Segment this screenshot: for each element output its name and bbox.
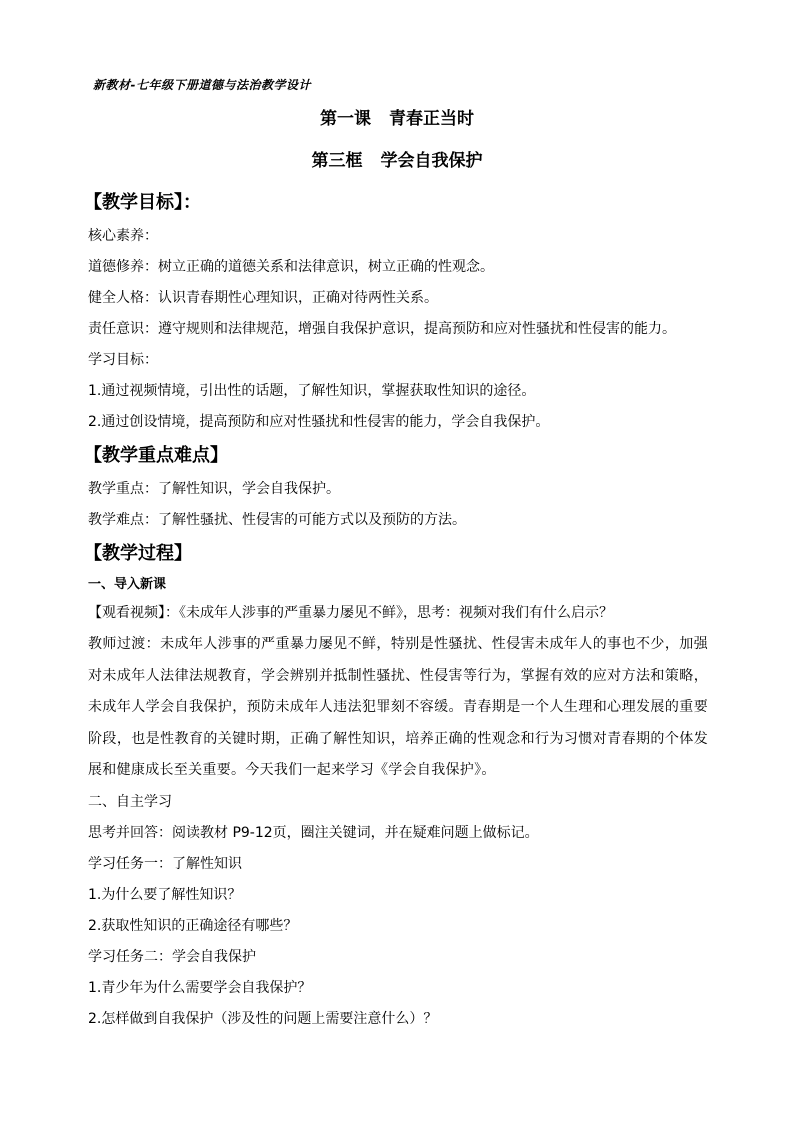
video-line: 【观看视频】：《未成年人涉事的严重暴力屡见不鲜》，思考：视频对我们有什么启示？ <box>88 605 613 621</box>
document-body <box>84 185 708 1035</box>
objective-line: 1.通过视频情境，引出性的话题，了解性知识，掌握获取性知识的途径。 <box>88 383 536 399</box>
process-heading: 【教学过程】 <box>84 543 192 564</box>
study-line: 学习任务一：了解性知识 <box>88 855 242 872</box>
study-line: 1.青少年为什么需要学会自我保护？ <box>88 979 312 996</box>
objective-line: 责任意识：遵守规则和法律规范，增强自我保护意识，提高预防和应对性骚扰和性侵害的能力。 <box>88 321 676 337</box>
frame-title <box>0 146 794 171</box>
study-line: 1.为什么要了解性知识？ <box>88 886 242 903</box>
study-line: 2.获取性知识的正确途径有哪些？ <box>88 917 298 934</box>
study-line: 学习任务二：学会自我保护 <box>88 948 256 965</box>
study-line: 2.怎样做到自我保护（涉及性的问题上需要注意什么）？ <box>88 1010 438 1027</box>
key-points-heading: 【教学重点难点】 <box>84 445 228 466</box>
frame-name: 学会自我保护 <box>380 151 483 171</box>
objective-line: 健全人格：认识青春期性心理知识，正确对待两性关系。 <box>88 290 438 306</box>
key-point-line: 教学难点：了解性骚扰、性侵害的可能方式以及预防的方法。 <box>88 512 466 528</box>
intro-subheading: 一、导入新课 <box>88 577 167 592</box>
objective-line: 核心素养： <box>88 228 158 244</box>
lesson-number: 第一课 <box>320 109 371 129</box>
frame-number: 第三框 <box>311 151 363 171</box>
key-point-line: 教学重点：了解性知识，学会自我保护。 <box>88 481 340 497</box>
lesson-name: 青春正当时 <box>389 109 474 129</box>
objective-line: 学习目标： <box>88 352 158 368</box>
header-note: 新教材-七年级下册道德与法治教学设计 <box>93 78 311 92</box>
objective-line: 2.通过创设情境，提高预防和应对性骚扰和性侵害的能力，学会自我保护。 <box>88 414 550 430</box>
objective-line: 道德修养：树立正确的道德关系和法律意识，树立正确的性观念。 <box>88 259 494 275</box>
study-line: 思考并回答：阅读教材 P9-12页，圈注关键词，并在疑难问题上做标记。 <box>88 824 539 841</box>
self-study-subheading: 二、自主学习 <box>88 793 172 810</box>
lesson-title <box>0 104 794 129</box>
teacher-transition-paragraph: 教师过渡：未成年人涉事的严重暴力屡见不鲜，特别是性骚扰、性侵害未成年人的事也不少，加强对未成年人法律法规教育，学会辨别并抵制性骚扰、性侵害等行为，掌握有效的应对方法和策略，未成年人学会自我保护，预防未成年人违法犯罪刻不容缓。青春期是一个人生理和心理发展的重要阶段，也是性教育的关键时期，正确了解性知识，培养正确的性观念和行为习惯对青春期的个体发展和健康成长至关重要。今天我们一起来学习《学会自我保护》。 <box>88 636 708 778</box>
objectives-heading: 【教学目标】： <box>84 192 201 213</box>
